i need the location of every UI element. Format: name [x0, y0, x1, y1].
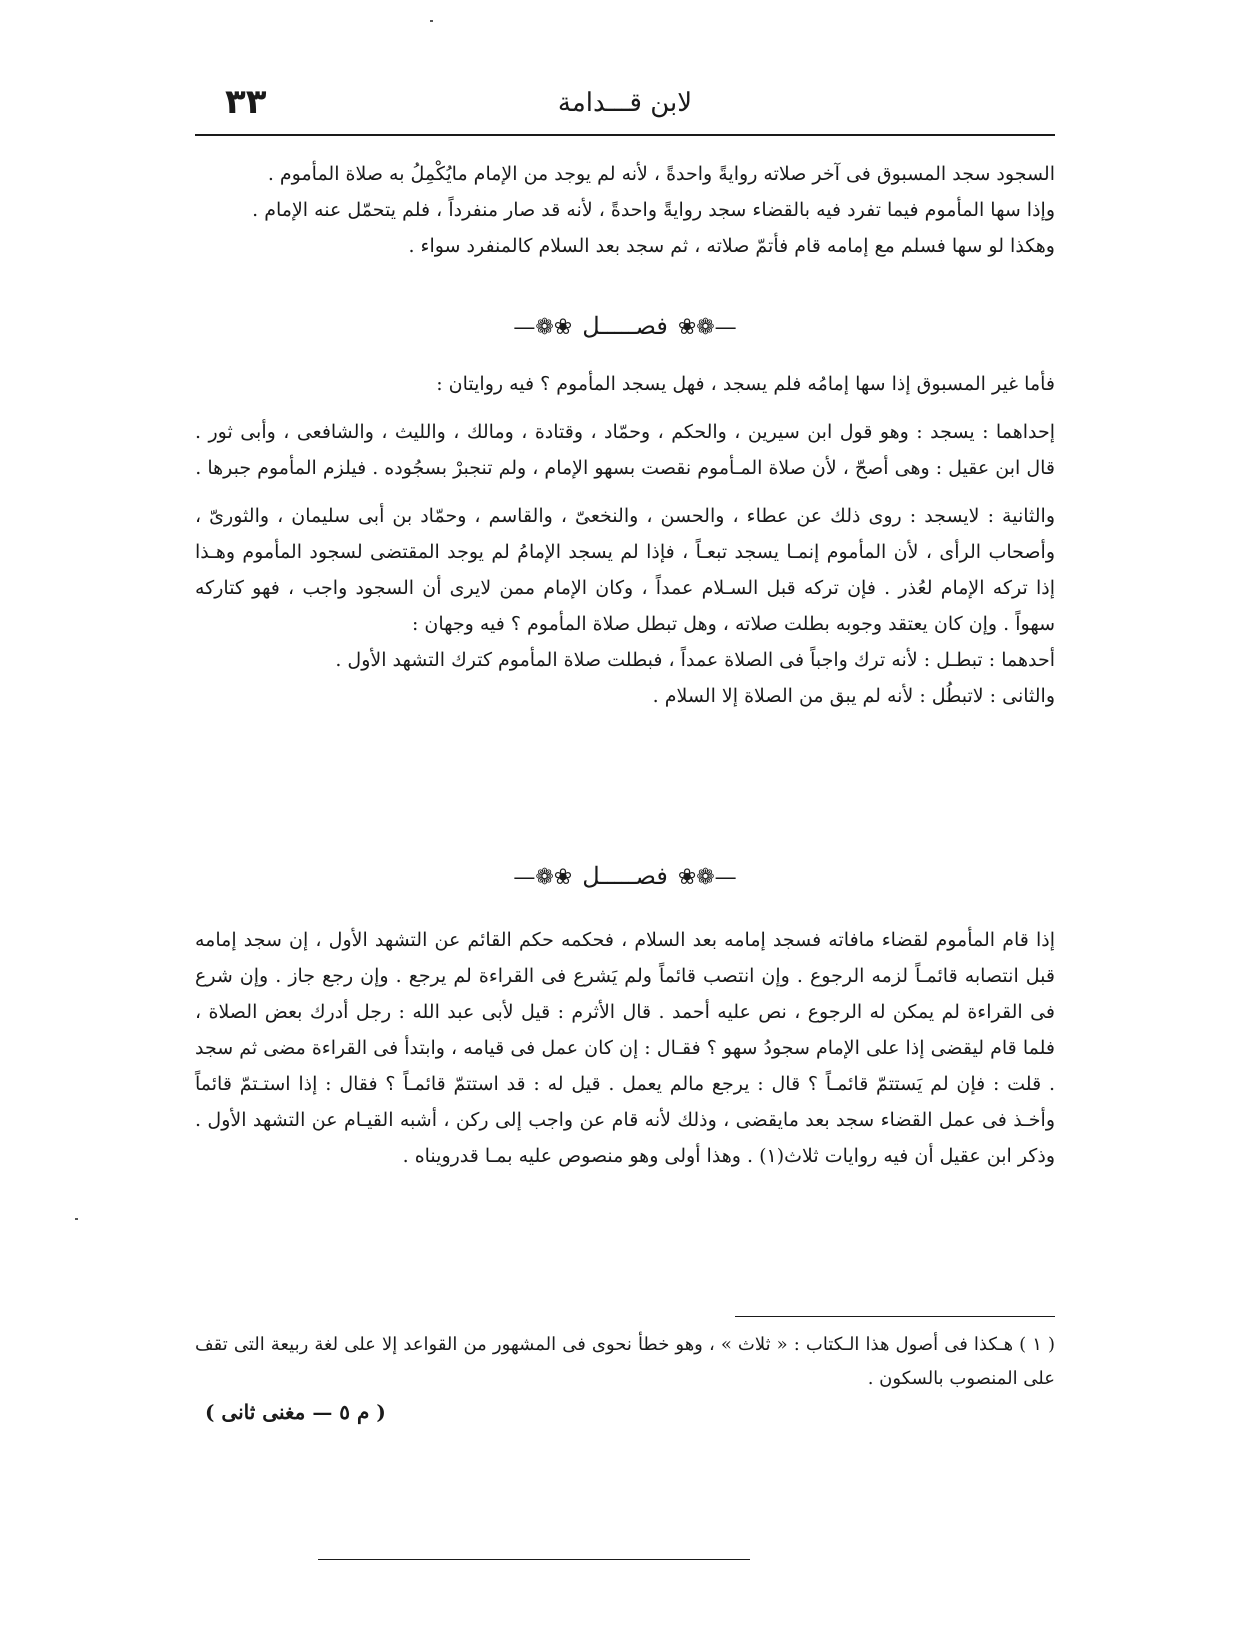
volume-signature — [195, 1400, 1055, 1424]
page-header — [195, 82, 1055, 132]
paragraph: السجود سجد المسبوق فى آخر صلاته روايةً واحدةً ، لأنه لم يوجد من الإمام مايُكْمِلُ به صلاة المأموم . — [267, 163, 1055, 185]
paragraph: أحدهما : تبطـل : لأنه ترك واجباً فى الصلاة عمداً ، فبطلت صلاة المأموم كترك التشهد الأول . — [335, 649, 1055, 671]
header-divider — [195, 134, 1055, 136]
ornament-icon: ❀❁— — [513, 865, 573, 890]
footnote-divider — [735, 1316, 1055, 1317]
opening-text-block — [195, 156, 1055, 264]
page-number: ٣٣ — [225, 82, 267, 122]
paragraph: وإذا سها المأموم فيما تفرد فيه بالقضاء سجد روايةً واحدةً ، لأنه قد صار منفرداً ، فلم يتحمّل عنه الإمام . — [252, 199, 1055, 221]
paragraph: فأما غير المسبوق إذا سها إمامُه فلم يسجد ، فهل يسجد المأموم ؟ فيه روايتان : — [436, 373, 1055, 395]
scan-speck — [75, 1218, 78, 1220]
scan-speck — [430, 20, 433, 22]
bottom-divider — [318, 1559, 750, 1560]
section-heading-label: فصـــــل — [582, 862, 668, 890]
volume-signature-text: ( م ٥ — مغنى ثانى ) — [205, 1400, 386, 1424]
paragraph: إحداهما : يسجد : وهو قول ابن سيرين ، والحكم ، وحمّاد ، وقتادة ، ومالك ، والليث ، والشافعى ، وأبى ثور . قال ابن عقيل : وهى أصحّ ، لأن صلاة المـأموم نقصت بسهو الإمام ، ولم تنجبرْ بسجُوده . فيلزم المأموم جبرها . — [195, 421, 1055, 479]
section-2-text-block — [195, 922, 1055, 1174]
ornament-icon: —❁❀ — [677, 315, 737, 340]
footnote: ( ١ ) هـكذا فى أصول هذا الـكتاب : « ثلاث » ، وهو خطأ نحوى فى المشهور من القواعد إلا على لغة ربيعة التى تقف على المنصوب بالسكون . — [195, 1334, 1055, 1389]
paragraph: إذا قام المأموم لقضاء مافاته فسجد إمامه بعد السلام ، فحكمه حكم القائم عن التشهد الأول ، إن سجد إمامه قبل انتصابه قائمـاً لزمه الرجوع . وإن انتصب قائماً ولم يَشرع فى القراءة لم يرجع . وإن رجع جاز . وإن شرع فى القراءة لم يمكن له الرجوع ، نص عليه أحمد . قال الأثرم : قيل لأبى عبد الله : رجل أدرك بعض الصلاة ، فلما قام ليقضى إذا على الإمام سجودُ سهو ؟ فقـال : إن كان عمل فى قيامه ، وابتدأ فى القراءة مضى ثم سجد . قلت : فإن لم يَستتمّ قائمـاً ؟ قال : يرجع مالم يعمل . قيل له : قد استتمّ قائمـاً ؟ فقال : إذا استـتمّ قائماً وأخـذ فى عمل القضاء سجد بعد مايقضى ، وذلك لأنه قام عن واجب إلى ركن ، أشبه القيـام عن التشهد الأول . وذكر ابن عقيل أن فيه روايات ثلاث(١) . وهذا أولى وهو منصوص عليه بمـا قدرويناه . — [195, 929, 1055, 1167]
running-title: لابن قـــدامة — [557, 88, 693, 118]
section-heading — [195, 312, 1055, 348]
paragraph: وهكذا لو سها فسلم مع إمامه قام فأتمّ صلاته ، ثم سجد بعد السلام كالمنفرد سواء . — [408, 235, 1055, 257]
ornament-icon: ❀❁— — [513, 315, 573, 340]
section-1-text-block — [195, 366, 1055, 714]
ornament-icon: —❁❀ — [677, 865, 737, 890]
section-heading-label: فصـــــل — [582, 312, 668, 340]
section-heading — [195, 862, 1055, 898]
paragraph: والثانى : لاتبطُل : لأنه لم يبق من الصلاة إلا السلام . — [652, 685, 1055, 707]
paragraph: والثانية : لايسجد : روى ذلك عن عطاء ، والحسن ، والنخعىّ ، والقاسم ، وحمّاد بن أبى سليمان ، والثورىّ ، وأصحاب الرأى ، لأن المأموم إنمـا يسجد تبعـاً ، فإذا لم يسجد الإمامُ لم يوجد المقتضى لسجود المأموم وهـذا إذا تركه الإمام لعُذر . فإن تركه قبل السـلام عمداً ، وكان الإمام ممن لايرى أن السجود واجب ، فهو كتاركه سهواً . وإن كان يعتقد وجوبه بطلت صلاته ، وهل تبطل صلاة المأموم ؟ فيه وجهان : — [195, 505, 1055, 635]
